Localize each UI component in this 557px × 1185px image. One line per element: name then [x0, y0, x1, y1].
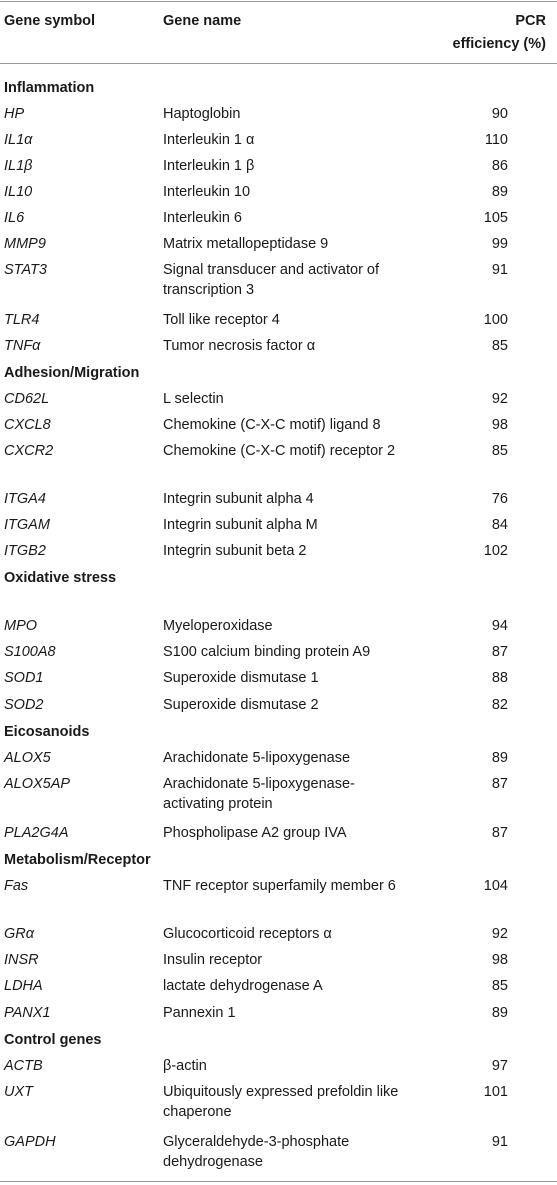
pcr-efficiency: 99 [491, 236, 508, 252]
gene-symbol: CXCR2 [4, 443, 54, 459]
gene-symbol: GAPDH [4, 1134, 56, 1150]
header-gene-symbol: Gene symbol [4, 13, 96, 29]
gene-name: Tumor necrosis factor α [163, 338, 316, 354]
section-title: Control genes [4, 1032, 102, 1048]
section-title: Eicosanoids [4, 724, 90, 740]
gene-symbol: ITGA4 [4, 491, 46, 507]
section-title: Adhesion/Migration [4, 365, 140, 381]
gene-name: Superoxide dismutase 1 [163, 670, 319, 686]
gene-symbol: PLA2G4A [4, 825, 69, 841]
gene-name: Interleukin 1 α [163, 132, 255, 148]
gene-name: Glyceraldehyde-3-phosphate dehydrogenase [163, 1134, 350, 1170]
pcr-efficiency: 87 [491, 644, 508, 660]
gene-name: β-actin [163, 1058, 207, 1074]
gene-symbol: CD62L [4, 391, 50, 407]
section-title: Oxidative stress [4, 570, 117, 586]
gene-symbol: TLR4 [4, 312, 40, 328]
gene-symbol: ALOX5 [4, 750, 51, 766]
pcr-efficiency: 84 [491, 517, 508, 533]
pcr-efficiency: 97 [491, 1058, 508, 1074]
header-pcr-efficiency [396, 10, 546, 56]
gene-name: Integrin subunit alpha 4 [163, 491, 314, 507]
gene-symbol: ITGB2 [4, 543, 46, 559]
pcr-efficiency: 104 [483, 878, 508, 894]
pcr-efficiency: 85 [491, 338, 508, 354]
gene-name: L selectin [163, 391, 224, 407]
gene-name: Myeloperoxidase [163, 618, 273, 634]
gene-name: Integrin subunit alpha M [163, 517, 318, 533]
pcr-efficiency: 98 [491, 952, 508, 968]
gene-symbol: IL1α [4, 132, 33, 148]
header-pcr-efficiency-line2: efficiency (%) [452, 36, 546, 52]
header-gene-name: Gene name [163, 13, 242, 29]
header-pcr-efficiency-line1: PCR [515, 13, 546, 29]
gene-symbol: CXCL8 [4, 417, 51, 433]
pcr-efficiency: 110 [484, 132, 508, 148]
pcr-efficiency: 91 [491, 262, 508, 278]
pcr-efficiency: 98 [491, 417, 508, 433]
gene-name: lactate dehydrogenase A [163, 978, 323, 994]
section-title: Metabolism/Receptor [4, 852, 151, 868]
table-top-rule [0, 1, 557, 2]
table-bottom-rule [0, 1181, 557, 1182]
gene-name: Glucocorticoid receptors α [163, 926, 332, 942]
gene-symbol: IL6 [4, 210, 25, 226]
gene-name: Interleukin 6 [163, 210, 242, 226]
gene-name: Matrix metallopeptidase 9 [163, 236, 329, 252]
gene-name: Chemokine (C-X-C motif) receptor 2 [163, 443, 396, 459]
gene-symbol: MMP9 [4, 236, 46, 252]
gene-symbol: GRα [4, 926, 35, 942]
pcr-efficiency: 87 [491, 825, 508, 841]
section-title: Inflammation [4, 80, 95, 96]
gene-name: Arachidonate 5-lipoxygenase [163, 750, 351, 766]
pcr-efficiency: 89 [491, 184, 508, 200]
gene-symbol: PANX1 [4, 1005, 51, 1021]
pcr-efficiency: 92 [491, 391, 508, 407]
gene-symbol: ALOX5AP [4, 776, 71, 792]
pcr-efficiency: 82 [491, 697, 508, 713]
gene-symbol: IL1β [4, 158, 33, 174]
gene-name: Superoxide dismutase 2 [163, 697, 319, 713]
gene-symbol: ITGAM [4, 517, 50, 533]
gene-symbol: HP [4, 106, 25, 122]
pcr-efficiency: 88 [491, 670, 508, 686]
gene-name: Insulin receptor [163, 952, 263, 968]
gene-name: Toll like receptor 4 [163, 312, 280, 328]
gene-name: Interleukin 1 β [163, 158, 255, 174]
gene-name: S100 calcium binding protein A9 [163, 644, 371, 660]
pcr-efficiency: 94 [491, 618, 508, 634]
gene-symbol: IL10 [4, 184, 33, 200]
pcr-efficiency: 87 [491, 776, 508, 792]
gene-symbol: MPO [4, 618, 38, 634]
gene-symbol: TNFα [4, 338, 41, 354]
pcr-efficiency: 76 [491, 491, 508, 507]
pcr-efficiency: 90 [491, 106, 508, 122]
gene-symbol: INSR [4, 952, 39, 968]
gene-name: TNF receptor superfamily member 6 [163, 878, 396, 894]
gene-symbol: ACTB [4, 1058, 43, 1074]
gene-name: Arachidonate 5-lipoxygenase-activating protein [163, 776, 355, 812]
pcr-efficiency: 92 [491, 926, 508, 942]
pcr-efficiency: 86 [491, 158, 508, 174]
gene-symbol: Fas [4, 878, 29, 894]
header-rule [0, 63, 557, 64]
gene-name: Pannexin 1 [163, 1005, 236, 1021]
pcr-efficiency: 89 [491, 1005, 508, 1021]
gene-name: Signal transducer and activator of transcription 3 [163, 262, 380, 298]
gene-symbol: STAT3 [4, 262, 47, 278]
pcr-efficiency: 85 [491, 443, 508, 459]
gene-name: Integrin subunit beta 2 [163, 543, 307, 559]
pcr-efficiency: 89 [491, 750, 508, 766]
gene-name: Ubiquitously expressed prefoldin like chaperone [163, 1084, 399, 1120]
pcr-efficiency: 100 [483, 312, 508, 328]
pcr-efficiency: 91 [491, 1134, 508, 1150]
gene-symbol: UXT [4, 1084, 33, 1100]
gene-name: Interleukin 10 [163, 184, 251, 200]
pcr-efficiency: 85 [491, 978, 508, 994]
gene-name: Phospholipase A2 group IVA [163, 825, 347, 841]
gene-symbol: SOD2 [4, 697, 44, 713]
gene-symbol: SOD1 [4, 670, 44, 686]
gene-name: Haptoglobin [163, 106, 241, 122]
gene-symbol: LDHA [4, 978, 43, 994]
pcr-efficiency: 102 [483, 543, 508, 559]
pcr-efficiency: 105 [483, 210, 508, 226]
pcr-efficiency: 101 [483, 1084, 508, 1100]
gene-symbol: S100A8 [4, 644, 56, 660]
gene-name: Chemokine (C-X-C motif) ligand 8 [163, 417, 381, 433]
